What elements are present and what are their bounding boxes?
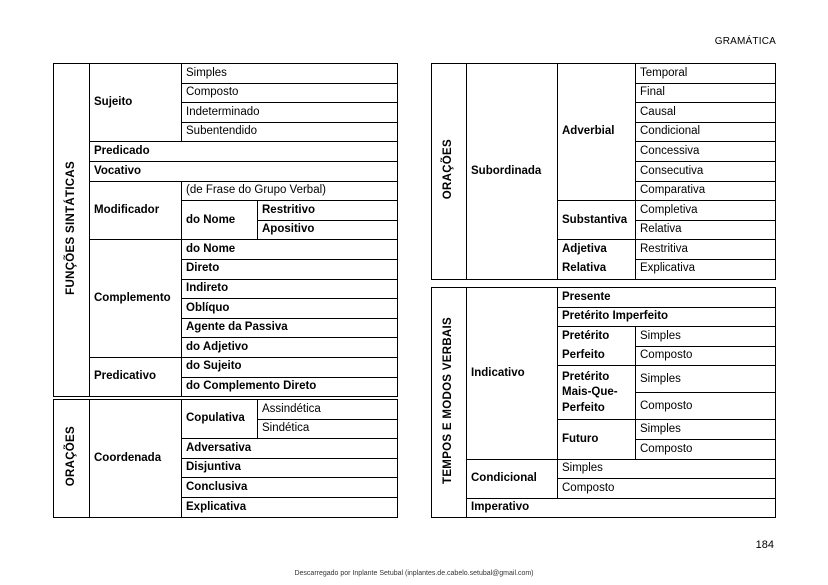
modificador-frase: (de Frase do Grupo Verbal): [182, 181, 398, 201]
complemento-nome: do Nome: [182, 240, 398, 260]
adjetiva-label: Adjetiva: [558, 240, 636, 260]
pmqp-composto: Composto: [636, 393, 776, 420]
subordinada-label: Subordinada: [467, 64, 558, 280]
complemento-adjetivo: do Adjetivo: [182, 338, 398, 358]
adverbial-consecutiva: Consecutiva: [636, 161, 776, 181]
oracoes-coordenadas-table: [53, 399, 398, 518]
conclusiva-label: Conclusiva: [182, 478, 398, 498]
pmqp-label: [558, 366, 636, 420]
coord-title: ORAÇÕES: [64, 426, 77, 487]
adverbial-final: Final: [636, 83, 776, 103]
page-header: GRAMÁTICA: [714, 36, 776, 47]
preterito-perfeito-label-2: Perfeito: [558, 346, 636, 366]
pmqp-line-1: Pretérito: [562, 370, 610, 383]
sujeito-simples: Simples: [182, 64, 398, 84]
adjetiva-restritiva: Restritiva: [636, 240, 776, 260]
page-footer: Descarregado por Inplante Setubal (inplantes.de.cabelo.setubal@gmail.com): [294, 570, 534, 577]
preterito-perfeito-label-1: Pretérito: [558, 327, 636, 347]
tempos-title-cell: [432, 288, 467, 518]
page-number: 184: [755, 539, 774, 551]
adjetiva-relativa-label: Relativa: [558, 259, 636, 279]
pmqp-simples: Simples: [636, 366, 776, 393]
apositivo-label: Apositivo: [258, 220, 398, 240]
adversativa-label: Adversativa: [182, 439, 398, 459]
substantiva-completiva: Completiva: [636, 201, 776, 221]
pmqp-line-3: Perfeito: [562, 401, 605, 414]
sujeito-composto: Composto: [182, 83, 398, 103]
condicional-composto: Composto: [558, 479, 776, 499]
adverbial-concessiva: Concessiva: [636, 142, 776, 162]
adverbial-temporal: Temporal: [636, 64, 776, 84]
assindetica-label: Assindética: [258, 400, 398, 420]
complemento-direto: Direto: [182, 259, 398, 279]
complemento-agente-passiva: Agente da Passiva: [182, 318, 398, 338]
complemento-indireto: Indireto: [182, 279, 398, 299]
preterito-perfeito-composto: Composto: [636, 346, 776, 366]
sindetica-label: Sindética: [258, 419, 398, 439]
sujeito-label: Sujeito: [90, 64, 182, 142]
substantiva-relativa: Relativa: [636, 220, 776, 240]
imperativo-label: Imperativo: [467, 498, 776, 518]
preterito-perfeito-simples: Simples: [636, 327, 776, 347]
modificador-label: Modificador: [90, 181, 182, 240]
futuro-label: Futuro: [558, 420, 636, 459]
futuro-composto: Composto: [636, 439, 776, 459]
complemento-obliquo: Oblíquo: [182, 299, 398, 319]
indicativo-label: Indicativo: [467, 288, 558, 460]
disjuntiva-label: Disjuntiva: [182, 458, 398, 478]
funcoes-title-cell: [54, 64, 90, 397]
adverbial-causal: Causal: [636, 103, 776, 123]
adjetiva-explicativa: Explicativa: [636, 259, 776, 279]
adverbial-comparativa: Comparativa: [636, 181, 776, 201]
restritivo-label: Restritivo: [258, 201, 398, 221]
futuro-simples: Simples: [636, 420, 776, 440]
funcoes-sintaticas-table: [53, 63, 398, 397]
modificador-nome: do Nome: [182, 201, 258, 240]
tempos-modos-table: [431, 287, 776, 518]
condicional-label: Condicional: [467, 459, 558, 498]
pmqp-line-2: Mais-Que-: [562, 386, 618, 399]
subord-title: ORAÇÕES: [442, 139, 455, 200]
sujeito-indeterminado: Indeterminado: [182, 103, 398, 123]
preterito-imperfeito-label: Pretérito Imperfeito: [558, 307, 776, 327]
predicativo-sujeito: do Sujeito: [182, 357, 398, 377]
adverbial-label: Adverbial: [558, 64, 636, 201]
substantiva-label: Substantiva: [558, 201, 636, 240]
condicional-simples: Simples: [558, 459, 776, 479]
coord-title-cell: [54, 400, 90, 518]
vocativo-label: Vocativo: [90, 161, 398, 181]
copulativa-label: Copulativa: [182, 400, 258, 439]
predicativo-complemento-direto: do Complemento Direto: [182, 377, 398, 397]
predicado-label: Predicado: [90, 142, 398, 162]
tempos-title: TEMPOS E MODOS VERBAIS: [442, 317, 455, 485]
adverbial-condicional: Condicional: [636, 122, 776, 142]
funcoes-title: FUNÇÕES SINTÁTICAS: [64, 161, 77, 296]
predicativo-label: Predicativo: [90, 357, 182, 396]
coordenada-label: Coordenada: [90, 400, 182, 518]
explicativa-label: Explicativa: [182, 497, 398, 517]
subord-title-cell: [432, 64, 467, 280]
oracoes-subordinadas-table: [431, 63, 776, 280]
presente-label: Presente: [558, 288, 776, 308]
complemento-label: Complemento: [90, 240, 182, 358]
sujeito-subentendido: Subentendido: [182, 122, 398, 142]
